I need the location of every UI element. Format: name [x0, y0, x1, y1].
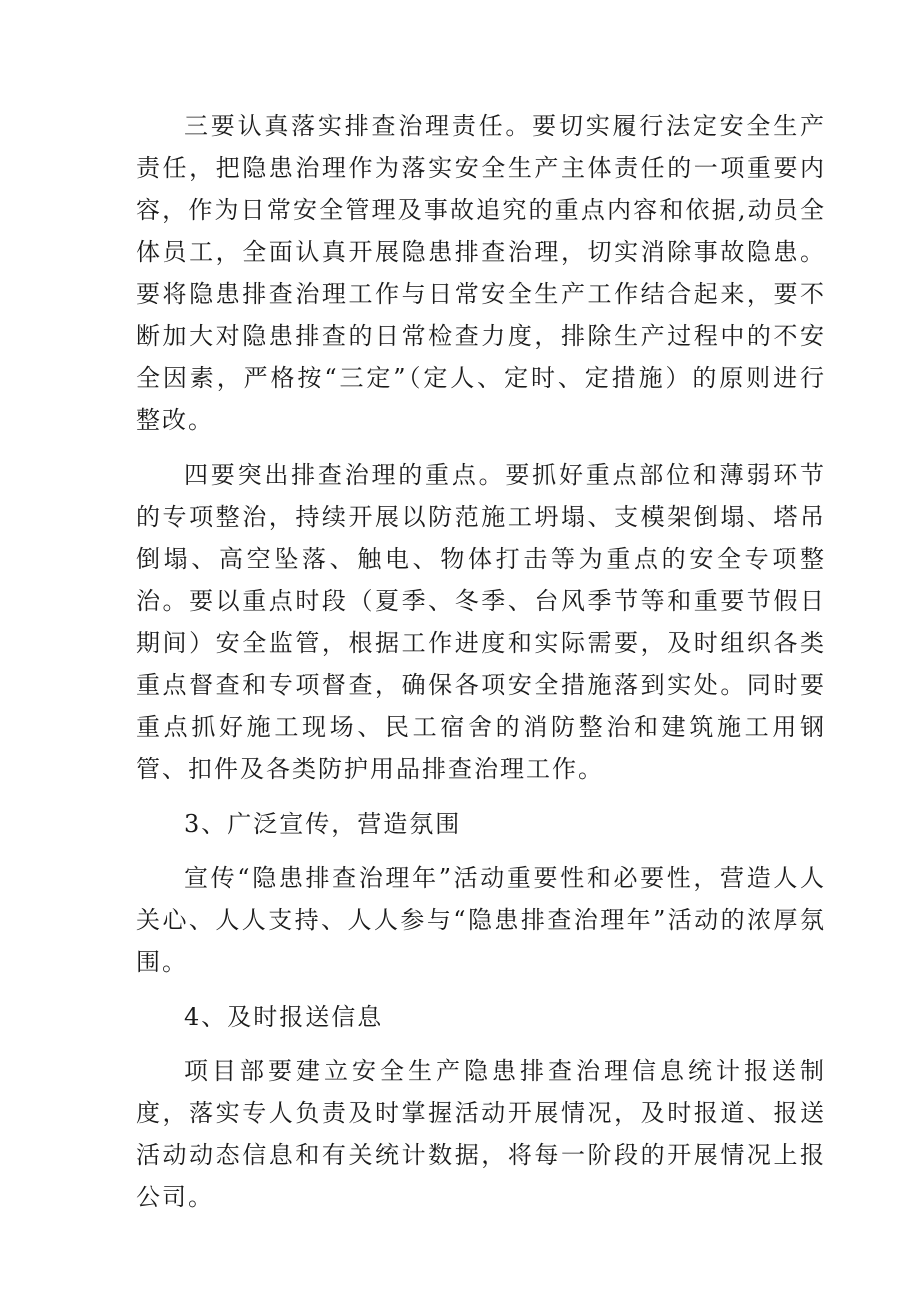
- paragraph-reporting: 项目部要建立安全生产隐患排查治理信息统计报送制度，落实专人负责及时掌握活动开展情况，及时报道、报送活动动态信息和有关统计数据，将每一阶段的开展情况上报公司。: [136, 1057, 826, 1211]
- paragraph-responsibility: 三要认真落实排查治理责任。要切实履行法定安全生产责任，把隐患治理作为落实安全生产主体责任的一项重要内容，作为日常安全管理及事故追究的重点内容和依据,动员全体员工，全面认真开展隐患排查治理，切实消除事故隐患。要将隐患排查治理工作与日常安全生产工作结合起来，要不断加大对隐患排查的日常检查力度，排除生产过程中的不安全因素，严格按“三定”（定人、定时、定措施）的原则进行整改。: [136, 112, 826, 434]
- section-heading-reporting: 4、及时报送信息: [184, 1003, 384, 1031]
- section-heading-publicity: 3、广泛宣传，营造氛围: [184, 810, 462, 838]
- paragraph-key-points: 四要突出排查治理的重点。要抓好重点部位和薄弱环节的专项整治，持续开展以防范施工坍塌、支模架倒塌、塔吊倒塌、高空坠落、触电、物体打击等为重点的安全专项整治。要以重点时段（夏季、冬季、台风季节等和重要节假日期间）安全监管，根据工作进度和实际需要，及时组织各类重点督查和专项督查，确保各项安全措施落到实处。同时要重点抓好施工现场、民工宿舍的消防整治和建筑施工用钢管、扣件及各类防护用品排查治理工作。: [136, 461, 826, 783]
- document-body: [136, 105, 826, 1231]
- paragraph-publicity: 宣传“隐患排查治理年”活动重要性和必要性，营造人人关心、人人支持、人人参与“隐患排查治理年”活动的浓厚氛围。: [136, 864, 826, 976]
